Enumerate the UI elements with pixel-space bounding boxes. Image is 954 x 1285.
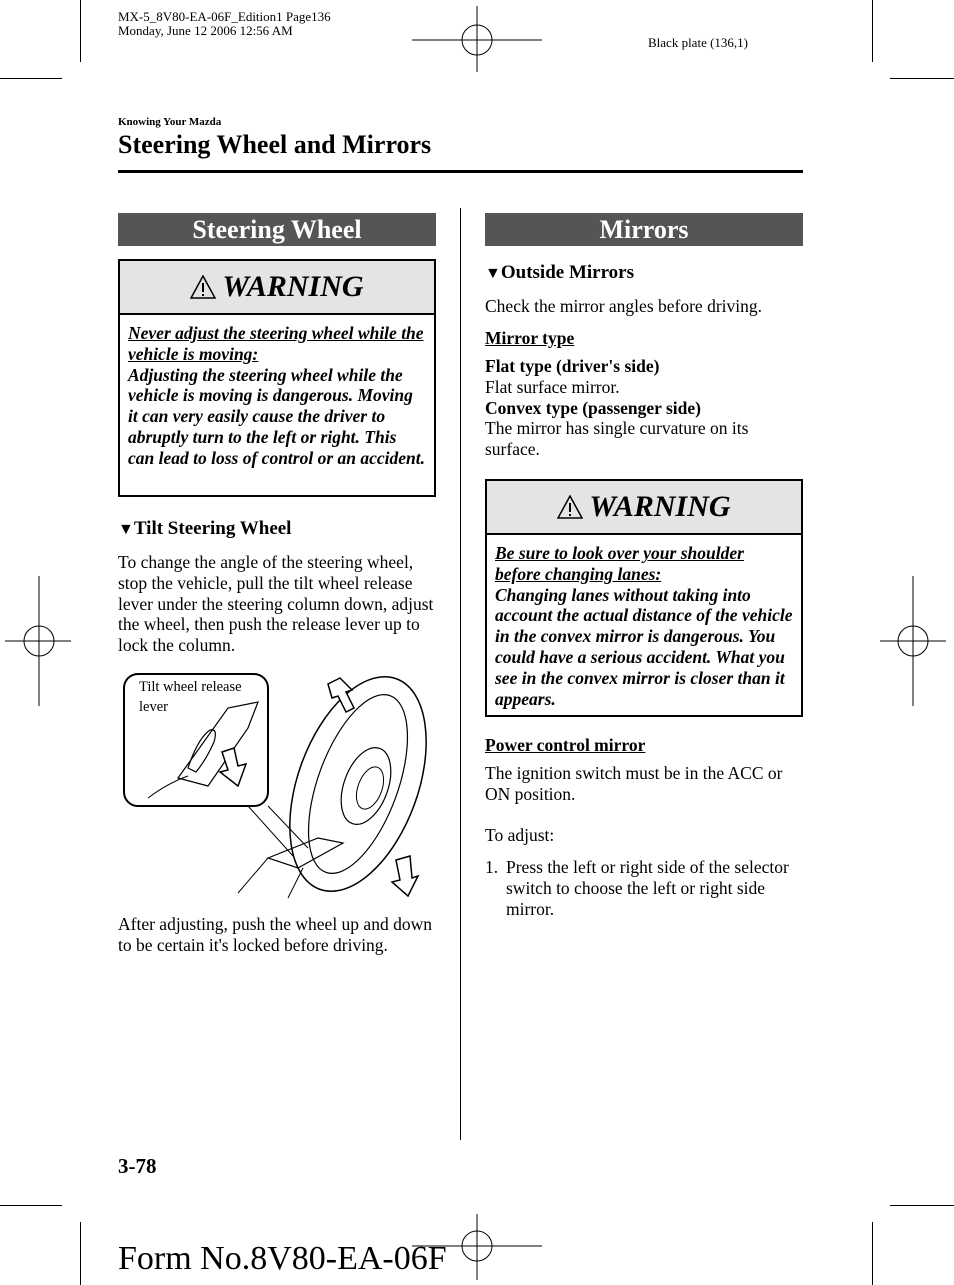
down-triangle-bullet-icon: ▼ xyxy=(118,521,134,538)
mirrors-bar: Mirrors xyxy=(485,213,803,246)
tilt-instructions: To change the angle of the steering wheel, stop the vehicle, pull the tilt wheel release lever under the steering column down, adjust the wheel, then push the release lever up to lock the column. xyxy=(118,552,434,656)
power-mirror-heading: Power control mirror xyxy=(485,735,646,755)
warning-lead: Be sure to look over your shoulder before changing lanes: xyxy=(495,543,744,584)
warning-header xyxy=(120,261,434,315)
after-adjusting-text: After adjusting, push the wheel up and down to be certain it's locked before driving. xyxy=(118,914,432,955)
section-label: Knowing Your Mazda xyxy=(118,116,222,128)
crop-mark xyxy=(890,78,954,79)
steering-warning-box xyxy=(118,259,436,497)
page-number: 3-78 xyxy=(118,1154,157,1178)
crop-mark xyxy=(872,0,873,62)
outside-mirrors-heading-text: Outside Mirrors xyxy=(500,262,635,283)
crop-mark xyxy=(0,1205,62,1206)
warning-label: WARNING xyxy=(589,490,731,523)
steering-wheel-bar: Steering Wheel xyxy=(118,213,436,246)
convex-type-text: The mirror has single curvature on its surface. xyxy=(485,418,749,460)
ignition-text: The ignition switch must be in the ACC or ON position. xyxy=(485,763,783,804)
crop-mark xyxy=(80,1222,81,1285)
print-meta-line1: MX-5_8V80-EA-06F_Edition1 Page136 xyxy=(118,9,331,24)
warning-lead: Never adjust the steering wheel while the vehicle is moving: xyxy=(128,323,424,364)
figure-callout-label: Tilt wheel release lever xyxy=(139,679,242,715)
warning-header xyxy=(487,481,801,535)
registration-mark-left xyxy=(5,576,71,706)
check-mirror-text: Check the mirror angles before driving. xyxy=(485,296,762,316)
flat-type-text: Flat surface mirror. xyxy=(485,376,620,397)
warning-triangle-icon xyxy=(557,495,583,519)
tilt-steering-heading xyxy=(118,518,291,540)
step-1-text: Press the left or right side of the selector switch to choose the left or right side mirror. xyxy=(506,857,789,919)
mirror-type-heading: Mirror type xyxy=(485,328,575,348)
warning-text: Adjusting the steering wheel while the vehicle is moving is dangerous. Moving it can very easily cause the driver to abruptly turn to the left or right. This can lead to loss of control or an accident. xyxy=(128,364,426,468)
down-triangle-bullet-icon: ▼ xyxy=(485,265,501,282)
crop-mark xyxy=(80,0,81,62)
crop-mark xyxy=(890,1205,954,1206)
warning-body xyxy=(487,535,801,717)
convex-type-heading: Convex type (passenger side) xyxy=(485,397,701,418)
step-1-number: 1. xyxy=(485,857,499,877)
registration-mark-right xyxy=(880,576,946,706)
title-rule xyxy=(118,170,803,173)
plate-label: Black plate (136,1) xyxy=(648,35,748,50)
crop-mark xyxy=(872,1222,873,1285)
outside-mirrors-heading xyxy=(485,262,634,284)
registration-mark-top xyxy=(412,6,542,72)
warning-text: Changing lanes without taking into account the actual distance of the vehicle in the convex mirror is dangerous. You could have a serious accident. What you see in the convex mirror is closer than it appears. xyxy=(495,584,793,709)
warning-triangle-icon xyxy=(190,275,216,299)
tilt-steering-heading-text: Tilt Steering Wheel xyxy=(133,518,292,539)
to-adjust-text: To adjust: xyxy=(485,825,555,845)
print-meta-line2: Monday, June 12 2006 12:56 AM xyxy=(118,23,293,38)
column-divider xyxy=(460,208,461,1140)
flat-type-heading: Flat type (driver's side) xyxy=(485,356,660,376)
mirror-warning-box xyxy=(485,479,803,717)
crop-mark xyxy=(0,78,62,79)
mirror-type-list xyxy=(485,356,803,460)
form-number: Form No.8V80-EA-06F xyxy=(118,1240,447,1277)
page-title: Steering Wheel and Mirrors xyxy=(118,130,432,159)
warning-body xyxy=(120,315,434,477)
warning-label: WARNING xyxy=(222,270,364,303)
